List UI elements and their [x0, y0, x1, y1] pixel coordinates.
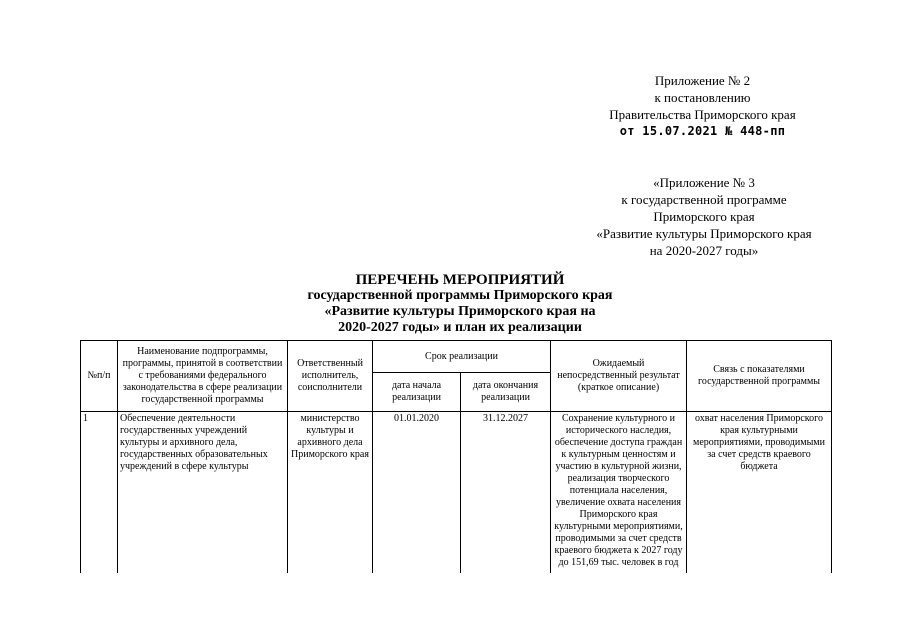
title-line1: ПЕРЕЧЕНЬ МЕРОПРИЯТИЙ [355, 272, 565, 288]
appendix-program-line1: «Приложение № 3 [653, 175, 755, 190]
appendix-main-block [600, 72, 805, 140]
appendix-main-line1: Приложение № 2 [654, 73, 751, 88]
cell-end: 31.12.2027 [461, 411, 551, 573]
title-line2: государственной программы Приморского края [307, 288, 613, 303]
cell-link: охват населения Приморского края культурными мероприятиями, проводимыми за счет средств краевого бюджета [687, 411, 832, 573]
cell-start: 01.01.2020 [373, 411, 461, 573]
appendix-program-block [580, 174, 828, 259]
header-num: №п/п [81, 341, 118, 412]
appendix-program-line2: к государственной программе [621, 192, 787, 207]
header-start: дата начала реализации [373, 373, 461, 411]
appendix-program-line3: Приморского края [653, 209, 755, 224]
appendix-program-line4: «Развитие культуры Приморского края [596, 226, 812, 241]
header-result: Ожидаемый непосредственный результат (краткое описание) [551, 341, 687, 412]
table-row [81, 411, 832, 573]
header-end: дата окончания реализации [461, 373, 551, 411]
cell-responsible: министерство культуры и архивного дела Приморского края [288, 411, 373, 573]
title-line3: «Развитие культуры Приморского края на [324, 304, 596, 319]
cell-result: Сохранение культурного и исторического наследия, обеспечение доступа граждан к культурным ценностям и участию в культурной жизни, реализация творческого потенциала населения, увеличение охвата населения Приморского края культурными мероприятиями, проводимыми за счет средств краевого бюджета к 2027 году до 151,69 тыс. человек в год [551, 411, 687, 573]
activities-table [80, 340, 832, 573]
cell-num: 1 [81, 411, 118, 573]
appendix-main-line2: к постановлению [654, 90, 751, 105]
document-title [240, 272, 680, 336]
appendix-main-stamp: от 15.07.2021 № 448-пп [619, 124, 786, 138]
title-line4: 2020-2027 годы» и план их реализации [338, 320, 582, 335]
header-name: Наименование подпрограммы, программы, принятой в соответствии с требованиями федерального законодательства в сфере реализации государственной программы [118, 341, 288, 412]
header-responsible: Ответственный исполнитель, соисполнители [288, 341, 373, 412]
appendix-main-line3: Правительства Приморского края [609, 107, 796, 122]
header-period: Срок реализации [373, 341, 551, 373]
header-link: Связь с показателями государственной программы [687, 341, 832, 412]
appendix-program-line5: на 2020-2027 годы» [649, 243, 759, 258]
cell-name: Обеспечение деятельности государственных учреждений культуры и архивного дела, государственных образовательных учреждений в сфере культуры [118, 411, 288, 573]
table-header-row [81, 341, 832, 373]
